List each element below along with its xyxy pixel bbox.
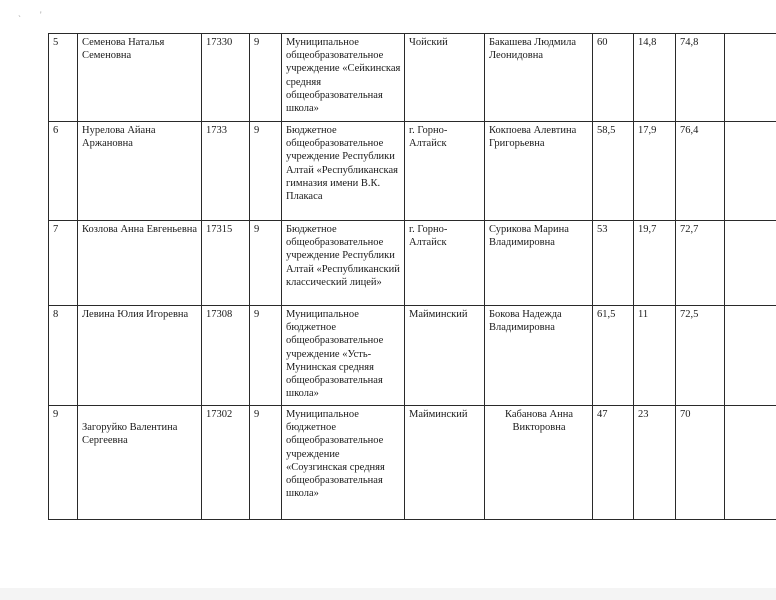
scan-edge [0,588,776,600]
grade: 9 [250,34,282,122]
table-row [49,34,776,122]
empty-cell [725,221,776,306]
participant-code: 17308 [202,306,250,406]
district: г. Горно-Алтайск [405,122,485,221]
participant-name: Нурелова Айана Аржановна [78,122,202,221]
teacher-name: Сурикова Марина Владимировна [485,221,593,306]
results-table [48,33,776,520]
row-number: 6 [49,122,78,221]
scan-speck: ` [18,14,21,24]
row-number: 9 [49,406,78,520]
school-name: Муниципальное бюджетное общеобразовательное учреждение «Соузгинская средняя общеобразовательная школа» [282,406,405,520]
table-row [49,122,776,221]
score-1: 47 [593,406,634,520]
score-1: 58,5 [593,122,634,221]
total-score: 76,4 [676,122,725,221]
score-2: 19,7 [634,221,676,306]
participant-code: 17315 [202,221,250,306]
school-name: Муниципальное общеобразовательное учреждение «Сейкинская средняя общеобразовательная школа» [282,34,405,122]
empty-cell [725,34,776,122]
teacher-name: Бакашева Людмила Леонидовна [485,34,593,122]
row-number: 8 [49,306,78,406]
teacher-name: Кабанова Анна Викторовна [485,406,593,520]
score-1: 60 [593,34,634,122]
participant-name: Левина Юлия Игоревна [78,306,202,406]
grade: 9 [250,221,282,306]
row-number: 7 [49,221,78,306]
score-2: 11 [634,306,676,406]
empty-cell [725,406,776,520]
empty-cell [725,306,776,406]
table-row [49,221,776,306]
school-name: Бюджетное общеобразовательное учреждение Республики Алтай «Республиканский классический лицей» [282,221,405,306]
participant-code: 1733 [202,122,250,221]
total-score: 74,8 [676,34,725,122]
total-score: 72,7 [676,221,725,306]
district: г. Горно-Алтайск [405,221,485,306]
score-2: 23 [634,406,676,520]
participant-name: Загоруйко Валентина Сергеевна [78,406,202,520]
score-2: 17,9 [634,122,676,221]
table-row [49,306,776,406]
table-row [49,406,776,520]
scan-speck: ' [40,10,42,20]
participant-code: 17302 [202,406,250,520]
school-name: Бюджетное общеобразовательное учреждение Республики Алтай «Республиканская гимназия имени В.К. Плакаса [282,122,405,221]
row-number: 5 [49,34,78,122]
teacher-name: Бокова Надежда Владимировна [485,306,593,406]
grade: 9 [250,306,282,406]
empty-cell [725,122,776,221]
participant-code: 17330 [202,34,250,122]
participant-name: Козлова Анна Евгеньевна [78,221,202,306]
district: Майминский [405,306,485,406]
grade: 9 [250,122,282,221]
score-1: 53 [593,221,634,306]
school-name: Муниципальное бюджетное общеобразовательное учреждение «Усть-Мунинская средняя общеобразовательная школа» [282,306,405,406]
district: Чойский [405,34,485,122]
district: Майминский [405,406,485,520]
participant-name: Семенова Наталья Семеновна [78,34,202,122]
score-2: 14,8 [634,34,676,122]
score-1: 61,5 [593,306,634,406]
total-score: 72,5 [676,306,725,406]
grade: 9 [250,406,282,520]
teacher-name: Кокпоева Алевтина Григорьевна [485,122,593,221]
total-score: 70 [676,406,725,520]
